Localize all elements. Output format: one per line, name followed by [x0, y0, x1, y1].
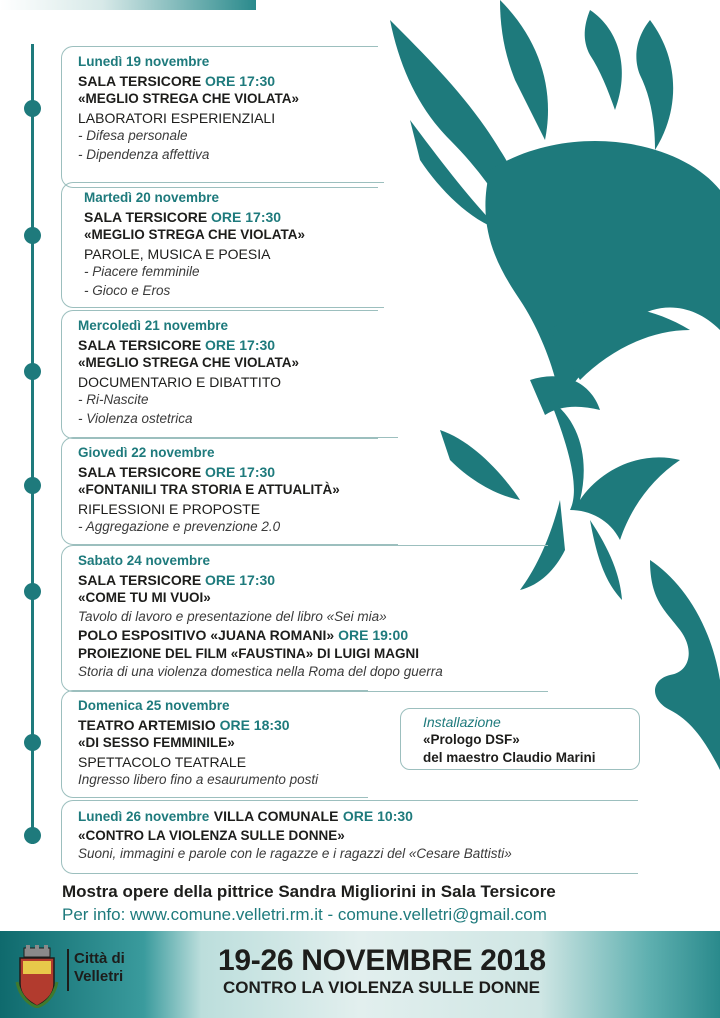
event-note-2: Storia di una violenza domestica nella Roma del dopo guerra [78, 664, 443, 679]
event-date: Mercoledì 21 novembre [78, 318, 229, 333]
info-contacts: Per info: www.comune.velletri.rm.it - comune.velletri@gmail.com [62, 905, 547, 924]
event-date: Giovedì 22 novembre [78, 445, 215, 460]
exhibition-text: Mostra opere della pittrice Sandra Migliorini in Sala Tersicore [62, 882, 556, 901]
event-subtitle: SPETTACOLO TEATRALE [78, 753, 247, 770]
event-card-monday-26 [61, 800, 638, 874]
event-card-saturday-24 [61, 545, 548, 692]
timeline-dot [24, 583, 41, 600]
event-title: «MEGLIO STREGA CHE VIOLATA» [78, 355, 300, 370]
event-item: - Difesa personale [78, 128, 188, 143]
event-title: «CONTRO LA VIOLENZA SULLE DONNE» [78, 827, 345, 843]
event-date: Domenica 25 novembre [78, 698, 230, 713]
event-title: «COME TU MI VUOI» [78, 590, 211, 605]
event-venue: SALA TERSICORE [78, 336, 202, 353]
event-card-sunday-25 [61, 690, 368, 798]
event-date: Martedì 20 novembre [84, 190, 220, 205]
timeline-line [31, 44, 34, 844]
timeline-dot [24, 734, 41, 751]
timeline-dot [24, 227, 41, 244]
event-date: Lunedì 26 novembre [78, 809, 210, 824]
timeline-dot [24, 477, 41, 494]
top-gradient-bar [0, 0, 256, 10]
event-time: ORE 17:30 [205, 571, 276, 588]
event-dates-heading: 19-26 NOVEMBRE 2018 [218, 944, 546, 977]
event-title: «FONTANILI TRA STORIA E ATTUALITÀ» [78, 482, 340, 497]
installation-label: Installazione [423, 714, 501, 730]
campaign-subtitle: CONTRO LA VIOLENZA SULLE DONNE [223, 978, 541, 997]
city-line-2: Velletri [74, 968, 124, 985]
event-note: Tavolo di lavoro e presentazione del libro «Sei mia» [78, 608, 387, 624]
event-subtitle: RIFLESSIONI E PROPOSTE [78, 500, 261, 517]
event-item: - Gioco e Eros [84, 282, 171, 298]
timeline-dot [24, 827, 41, 844]
event-time: ORE 18:30 [219, 716, 290, 733]
event-subtitle: DOCUMENTARIO E DIBATTITO [78, 373, 282, 390]
event-title: «MEGLIO STREGA CHE VIOLATA» [78, 91, 300, 106]
event-card-thursday-22 [61, 437, 398, 545]
event-time: ORE 17:30 [211, 208, 282, 225]
event-card-monday-19 [61, 46, 378, 188]
event-venue-2: POLO ESPOSITIVO «JUANA ROMANI» [78, 627, 335, 643]
event-venue: TEATRO ARTEMISIO [78, 716, 216, 733]
event-venue: VILLA COMUNALE [213, 808, 339, 824]
event-item: - Dipendenza affettiva [78, 146, 210, 162]
event-title: «DI SESSO FEMMINILE» [78, 735, 235, 750]
event-venue: SALA TERSICORE [78, 571, 202, 588]
event-subtitle: PAROLE, MUSICA E POESIA [84, 245, 271, 262]
event-item: - Ri-Nascite [78, 392, 149, 407]
event-title: «MEGLIO STREGA CHE VIOLATA» [84, 227, 306, 242]
event-time: ORE 17:30 [205, 72, 276, 89]
event-time-2: ORE 19:00 [338, 627, 409, 643]
event-venue: SALA TERSICORE [84, 208, 208, 225]
installation-author: del maestro Claudio Marini [423, 750, 596, 765]
event-item: - Violenza ostetrica [78, 410, 193, 426]
city-crest-icon [14, 944, 60, 1008]
event-note: Ingresso libero fino a esaurumento posti [78, 772, 319, 787]
event-title-2: PROIEZIONE DEL FILM «FAUSTINA» DI LUIGI MAGNI [78, 645, 420, 661]
event-card-wednesday-21 [61, 310, 378, 439]
event-subtitle: LABORATORI ESPERIENZIALI [78, 109, 276, 126]
city-line-1: Città di [74, 950, 125, 967]
event-time: ORE 17:30 [205, 463, 276, 480]
city-name [74, 950, 125, 986]
event-time: ORE 10:30 [342, 808, 413, 824]
event-card-tuesday-20 [61, 182, 384, 308]
installation-box [400, 708, 640, 770]
event-date: Sabato 24 novembre [78, 553, 211, 568]
event-item: - Aggregazione e prevenzione 2.0 [78, 519, 281, 534]
timeline-dot [24, 363, 41, 380]
event-date: Lunedì 19 novembre [78, 54, 210, 69]
footer-divider [67, 949, 69, 991]
event-item: - Piacere femminile [84, 264, 200, 279]
event-time: ORE 17:30 [205, 336, 276, 353]
installation-title: «Prologo DSF» [423, 732, 520, 747]
event-venue: SALA TERSICORE [78, 72, 202, 89]
timeline-dot [24, 100, 41, 117]
event-note: Suoni, immagini e parole con le ragazze e i ragazzi del «Cesare Battisti» [78, 846, 512, 861]
event-venue: SALA TERSICORE [78, 463, 202, 480]
